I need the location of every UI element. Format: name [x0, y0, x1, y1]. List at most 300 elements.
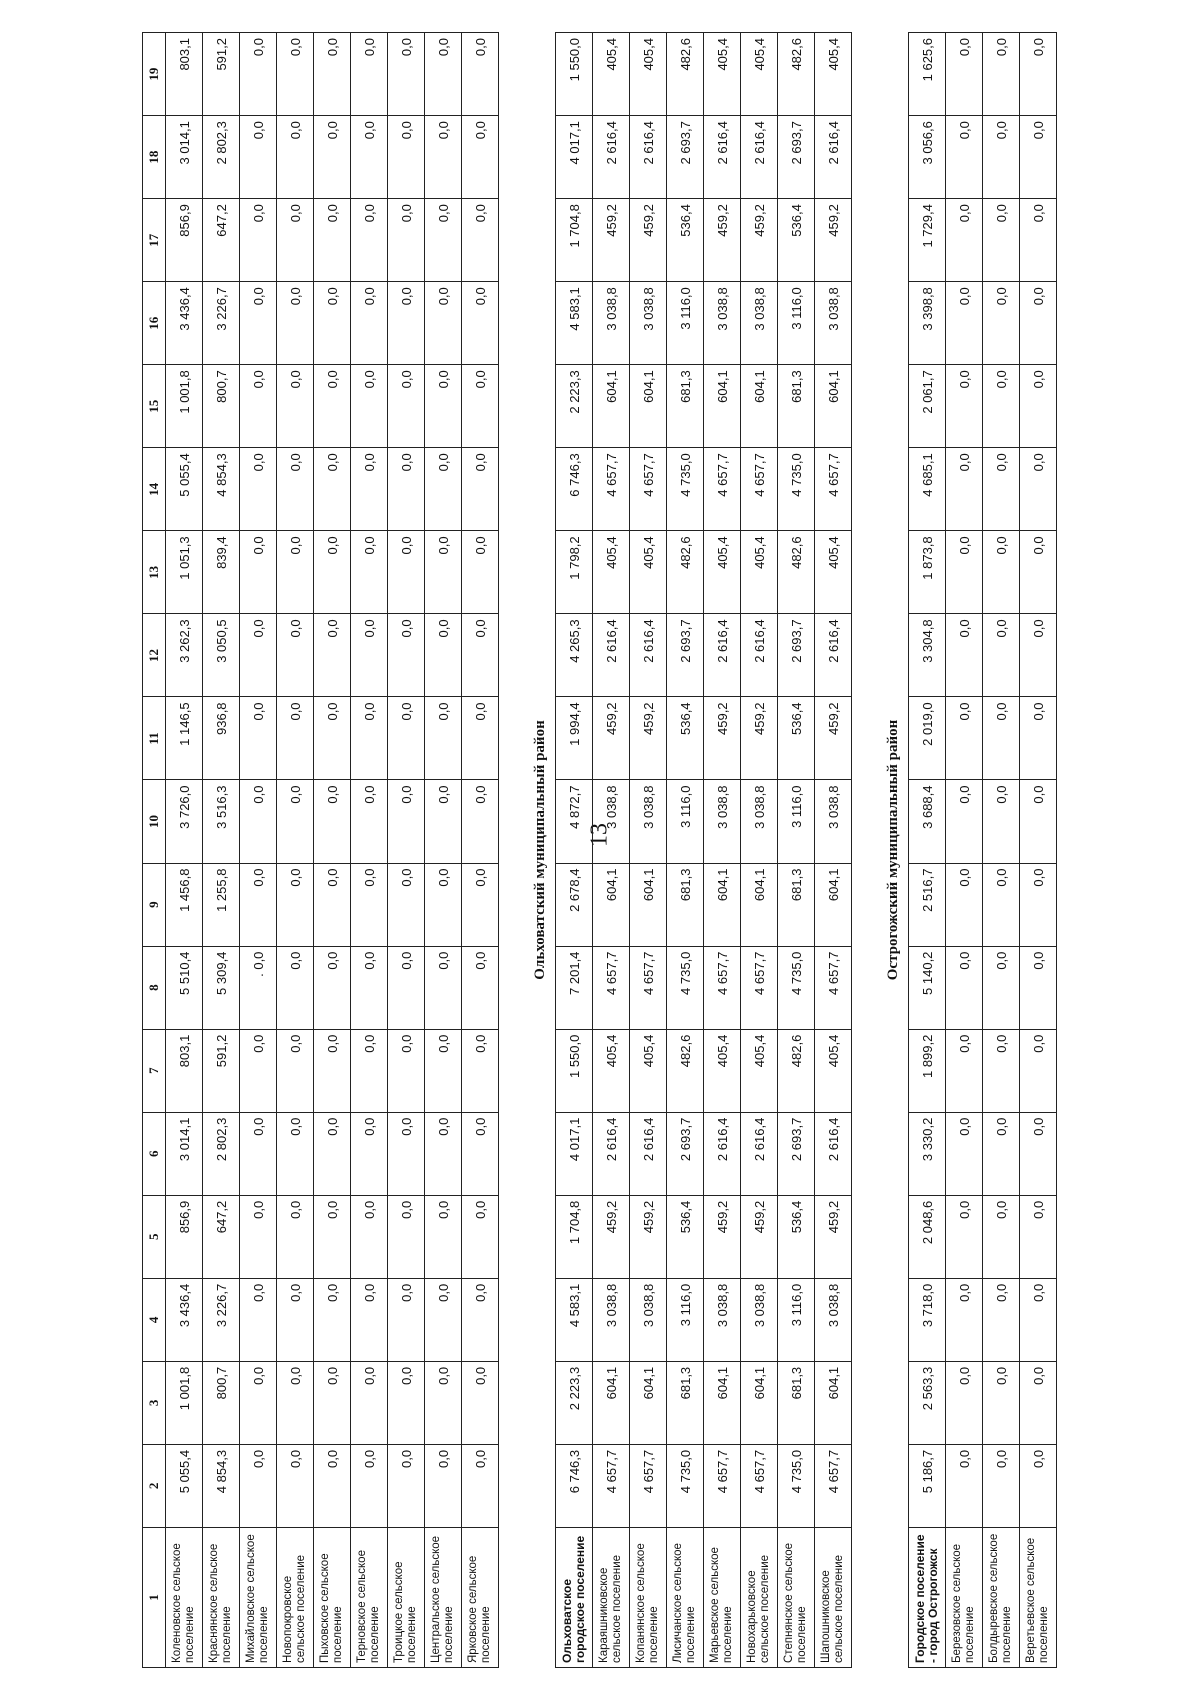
value-cell: 3 116,0 — [667, 282, 704, 365]
value-cell: 536,4 — [667, 1195, 704, 1278]
value-cell: 0,0 — [1020, 365, 1057, 448]
settlement-name: Терновское сельское поселение — [351, 1527, 388, 1667]
value-cell: 6 746,3 — [556, 1444, 593, 1527]
value-cell: 2 019,0 — [909, 697, 946, 780]
value-cell: 0,0 — [277, 199, 314, 282]
value-cell: 3 038,8 — [704, 282, 741, 365]
value-cell: 0,0 — [314, 282, 351, 365]
value-cell: 1 146,5 — [166, 697, 203, 780]
value-cell: 856,9 — [166, 1195, 203, 1278]
value-cell: 0,0 — [240, 365, 277, 448]
table-row — [593, 33, 630, 1668]
value-cell: 405,4 — [704, 33, 741, 116]
value-cell: 5 510,4 — [166, 946, 203, 1029]
value-cell: 604,1 — [815, 1361, 852, 1444]
value-cell: 2 563,3 — [909, 1361, 946, 1444]
table-row — [983, 33, 1020, 1668]
value-cell: 0,0 — [983, 1361, 1020, 1444]
value-cell: 0,0 — [1020, 1444, 1057, 1527]
value-cell: 4 583,1 — [556, 282, 593, 365]
value-cell: 604,1 — [630, 1361, 667, 1444]
table-row — [556, 33, 593, 1668]
value-cell: 0,0 — [314, 1112, 351, 1195]
value-cell: 0,0 — [240, 863, 277, 946]
value-cell: 0,0 — [388, 863, 425, 946]
value-cell: 405,4 — [741, 33, 778, 116]
value-cell: 0,0 — [983, 1029, 1020, 1112]
column-number: 5 — [143, 1195, 166, 1278]
value-cell: 4 657,7 — [741, 1444, 778, 1527]
value-cell: 0,0 — [314, 1361, 351, 1444]
value-cell: 0,0 — [277, 531, 314, 614]
value-cell: 482,6 — [778, 531, 815, 614]
value-cell: 604,1 — [815, 863, 852, 946]
value-cell: 0,0 — [240, 282, 277, 365]
settlement-name: Веретьевское сельское поселение — [1020, 1527, 1057, 1667]
value-cell: 0,0 — [277, 697, 314, 780]
value-cell: 2 802,3 — [203, 116, 240, 199]
value-cell: 0,0 — [983, 33, 1020, 116]
value-cell: 0,0 — [277, 1278, 314, 1361]
value-cell: 536,4 — [778, 1195, 815, 1278]
value-cell: 1 255,8 — [203, 863, 240, 946]
value-cell: 0,0 — [1020, 199, 1057, 282]
value-cell: 3 038,8 — [704, 780, 741, 863]
value-cell: 0,0 — [425, 282, 462, 365]
value-cell: 3 436,4 — [166, 282, 203, 365]
value-cell: 459,2 — [704, 697, 741, 780]
section-gap — [499, 33, 526, 1668]
value-cell: 0,0 — [462, 863, 499, 946]
value-cell: 0,0 — [314, 697, 351, 780]
column-number: 7 — [143, 1029, 166, 1112]
value-cell: 0,0 — [351, 282, 388, 365]
value-cell: 459,2 — [741, 697, 778, 780]
value-cell: 536,4 — [778, 199, 815, 282]
value-cell: 0,0 — [983, 697, 1020, 780]
value-cell: 839,4 — [203, 531, 240, 614]
value-cell: 0,0 — [314, 116, 351, 199]
value-cell: 4 735,0 — [667, 1444, 704, 1527]
value-cell: 0,0 — [314, 1278, 351, 1361]
value-cell: 3 038,8 — [593, 780, 630, 863]
value-cell: 0,0 — [462, 199, 499, 282]
settlement-name: Болдыревское сельское поселение — [983, 1527, 1020, 1667]
value-cell: 1 704,8 — [556, 1195, 593, 1278]
column-number: 3 — [143, 1361, 166, 1444]
value-cell: 604,1 — [704, 863, 741, 946]
value-cell: 0,0 — [351, 1029, 388, 1112]
value-cell: 0,0 — [462, 365, 499, 448]
settlement-name: Краснянское сельское поселение — [203, 1527, 240, 1667]
value-cell: 0,0 — [462, 614, 499, 697]
value-cell: 0,0 — [946, 365, 983, 448]
value-cell: 0,0 — [425, 1361, 462, 1444]
value-cell: 0,0 — [425, 863, 462, 946]
value-cell: 1 001,8 — [166, 365, 203, 448]
table-row — [314, 33, 351, 1668]
value-cell: 0,0 — [946, 199, 983, 282]
value-cell: 0,0 — [277, 116, 314, 199]
value-cell: 0,0 — [388, 946, 425, 1029]
value-cell: 2 802,3 — [203, 1112, 240, 1195]
district-heading: Острогожский муниципальный район — [884, 719, 901, 981]
value-cell: 4 017,1 — [556, 116, 593, 199]
value-cell: 4 854,3 — [203, 448, 240, 531]
rotated-table-page — [142, 32, 1152, 1668]
value-cell: 0,0 — [946, 697, 983, 780]
value-cell: 0,0 — [240, 614, 277, 697]
value-cell: 459,2 — [815, 199, 852, 282]
value-cell: 681,3 — [778, 365, 815, 448]
column-number: 17 — [143, 199, 166, 282]
value-cell: 0,0 — [425, 1112, 462, 1195]
value-cell: 0,0 — [425, 199, 462, 282]
value-cell: 0,0 — [983, 780, 1020, 863]
value-cell: 0,0 — [240, 531, 277, 614]
column-number: 14 — [143, 448, 166, 531]
value-cell: 459,2 — [593, 1195, 630, 1278]
value-cell: 3 262,3 — [166, 614, 203, 697]
value-cell: 3 436,4 — [166, 1278, 203, 1361]
value-cell: 1 899,2 — [909, 1029, 946, 1112]
value-cell: 0,0 — [277, 1029, 314, 1112]
settlement-name: Березовское сельское поселение — [946, 1527, 983, 1667]
value-cell: 0,0 — [351, 946, 388, 1029]
value-cell: 3 038,8 — [741, 282, 778, 365]
value-cell: 1 051,3 — [166, 531, 203, 614]
value-cell: 2 223,3 — [556, 1361, 593, 1444]
value-cell: 5 055,4 — [166, 448, 203, 531]
page-number: 13 — [586, 823, 613, 847]
value-cell: 0,0 — [425, 1444, 462, 1527]
value-cell: 459,2 — [815, 697, 852, 780]
value-cell: 0,0 — [425, 365, 462, 448]
value-cell: 4 735,0 — [778, 946, 815, 1029]
value-cell: 681,3 — [778, 1361, 815, 1444]
value-cell: 604,1 — [704, 1361, 741, 1444]
column-number: 4 — [143, 1278, 166, 1361]
value-cell: 0,0 — [277, 365, 314, 448]
value-cell: 6 746,3 — [556, 448, 593, 531]
value-cell: 0,0 — [946, 946, 983, 1029]
value-cell: 1 550,0 — [556, 1029, 593, 1112]
value-cell: 405,4 — [704, 1029, 741, 1112]
value-cell: 0,0 — [314, 33, 351, 116]
value-cell: 0,0 — [240, 1112, 277, 1195]
value-cell: 0,0 — [983, 531, 1020, 614]
gap-cell — [499, 33, 526, 1668]
value-cell: 800,7 — [203, 365, 240, 448]
value-cell: 0,0 — [1020, 1029, 1057, 1112]
value-cell: 4 735,0 — [778, 448, 815, 531]
value-cell: 0,0 — [240, 1029, 277, 1112]
value-cell: 0,0 — [351, 199, 388, 282]
value-cell: 0,0 — [1020, 282, 1057, 365]
value-cell: 0,0 — [462, 1195, 499, 1278]
value-cell: 4 583,1 — [556, 1278, 593, 1361]
value-cell: 2 693,7 — [778, 1112, 815, 1195]
value-cell: 4 657,7 — [630, 946, 667, 1029]
value-cell: 647,2 — [203, 199, 240, 282]
value-cell: 0,0 — [388, 1444, 425, 1527]
value-cell: 0,0 — [388, 282, 425, 365]
value-cell: 1 873,8 — [909, 531, 946, 614]
value-cell: 0,0 — [946, 531, 983, 614]
value-cell: 0,0 — [314, 946, 351, 1029]
value-cell: 0,0 — [314, 531, 351, 614]
value-cell: 0,0 — [388, 199, 425, 282]
value-cell: 4 265,3 — [556, 614, 593, 697]
value-cell: 3 038,8 — [630, 780, 667, 863]
value-cell: 4 735,0 — [667, 448, 704, 531]
value-cell: 3 014,1 — [166, 1112, 203, 1195]
value-cell: 0,0 — [240, 1195, 277, 1278]
value-cell: 2 223,3 — [556, 365, 593, 448]
value-cell: 0,0 — [388, 1195, 425, 1278]
value-cell: 3 038,8 — [630, 282, 667, 365]
value-cell: 3 304,8 — [909, 614, 946, 697]
value-cell: 4 657,7 — [630, 1444, 667, 1527]
value-cell: 0,0 — [240, 1361, 277, 1444]
value-cell: 3 516,3 — [203, 780, 240, 863]
value-cell: 3 116,0 — [667, 1278, 704, 1361]
value-cell: 3 116,0 — [778, 282, 815, 365]
value-cell: 3 038,8 — [630, 1278, 667, 1361]
value-cell: 0,0 — [314, 1029, 351, 1112]
value-cell: 0,0 — [277, 1112, 314, 1195]
value-cell: 2 616,4 — [630, 116, 667, 199]
column-number: 2 — [143, 1444, 166, 1527]
value-cell: 681,3 — [667, 365, 704, 448]
value-cell: 0,0 — [946, 614, 983, 697]
value-cell: 3 038,8 — [741, 780, 778, 863]
value-cell: 0,0 — [351, 531, 388, 614]
value-cell: 3 726,0 — [166, 780, 203, 863]
value-cell: 0,0 — [314, 780, 351, 863]
value-cell: 591,2 — [203, 1029, 240, 1112]
value-cell: 2 616,4 — [593, 614, 630, 697]
value-cell: 0,0 — [1020, 1278, 1057, 1361]
settlement-name: Шапошниковское сельское поселение — [815, 1527, 852, 1667]
value-cell: 0,0 — [462, 1361, 499, 1444]
value-cell: 0,0 — [240, 199, 277, 282]
value-cell: 0,0 — [946, 863, 983, 946]
value-cell: 856,9 — [166, 199, 203, 282]
value-cell: 0,0 — [983, 863, 1020, 946]
value-cell: 1 456,8 — [166, 863, 203, 946]
table-row — [425, 33, 462, 1668]
value-cell: 0,0 — [351, 365, 388, 448]
value-cell: 0,0 — [462, 282, 499, 365]
value-cell: 0,0 — [351, 33, 388, 116]
column-number: 12 — [143, 614, 166, 697]
value-cell: 3 038,8 — [815, 282, 852, 365]
value-cell: 0,0 — [946, 1361, 983, 1444]
value-cell: 405,4 — [741, 531, 778, 614]
value-cell: 482,6 — [667, 531, 704, 614]
value-cell: 3 116,0 — [667, 780, 704, 863]
value-cell: 2 616,4 — [741, 116, 778, 199]
district-heading-row — [525, 33, 556, 1668]
settlement-name: Ольховатское городское поселение — [556, 1527, 593, 1667]
value-cell: 4 657,7 — [704, 946, 741, 1029]
value-cell: 0,0 — [277, 1444, 314, 1527]
table-row — [166, 33, 203, 1668]
value-cell: 0,0 — [983, 614, 1020, 697]
value-cell: 2 616,4 — [741, 1112, 778, 1195]
value-cell: 4 735,0 — [667, 946, 704, 1029]
value-cell: 0,0 — [462, 33, 499, 116]
value-cell: 0,0 — [314, 1195, 351, 1278]
table-row — [946, 33, 983, 1668]
table-row — [741, 33, 778, 1668]
table-row — [240, 33, 277, 1668]
value-cell: 0,0 — [1020, 946, 1057, 1029]
value-cell: 4 657,7 — [593, 946, 630, 1029]
value-cell: 604,1 — [741, 1361, 778, 1444]
value-cell: 0,0 — [983, 1112, 1020, 1195]
value-cell: 536,4 — [667, 199, 704, 282]
value-cell: 2 693,7 — [778, 116, 815, 199]
value-cell: 3 038,8 — [593, 282, 630, 365]
value-cell: 0,0 — [388, 780, 425, 863]
value-cell: 0,0 — [946, 1444, 983, 1527]
value-cell: 604,1 — [630, 365, 667, 448]
value-cell: 2 693,7 — [778, 614, 815, 697]
value-cell: 0,0 — [1020, 863, 1057, 946]
gap-cell — [852, 33, 879, 1668]
value-cell: 0,0 — [462, 1444, 499, 1527]
settlement-name: Марьевское сельское поселение — [704, 1527, 741, 1667]
value-cell: 4 854,3 — [203, 1444, 240, 1527]
value-cell: 7 201,4 — [556, 946, 593, 1029]
value-cell: 0,0 — [946, 1112, 983, 1195]
value-cell: 536,4 — [667, 697, 704, 780]
column-number: 13 — [143, 531, 166, 614]
value-cell: 2 616,4 — [630, 614, 667, 697]
value-cell: 0,0 — [946, 33, 983, 116]
value-cell: 2 616,4 — [741, 614, 778, 697]
value-cell: 0,0 — [240, 116, 277, 199]
value-cell: 0,0 — [388, 614, 425, 697]
value-cell: 0,0 — [277, 863, 314, 946]
value-cell: 591,2 — [203, 33, 240, 116]
value-cell: 0,0 — [946, 282, 983, 365]
value-cell: 0,0 — [946, 448, 983, 531]
value-cell: 0,0 — [314, 1444, 351, 1527]
value-cell: 0,0 — [351, 1444, 388, 1527]
value-cell: 536,4 — [778, 697, 815, 780]
value-cell: 0,0 — [1020, 614, 1057, 697]
column-number: 1 — [143, 1527, 166, 1667]
table-row — [909, 33, 946, 1668]
value-cell: 0,0 — [314, 614, 351, 697]
value-cell: 0,0 — [425, 33, 462, 116]
value-cell: 0,0 — [388, 1112, 425, 1195]
value-cell: 1 994,4 — [556, 697, 593, 780]
value-cell: 3 014,1 — [166, 116, 203, 199]
value-cell: 604,1 — [741, 863, 778, 946]
value-cell: 0,0 — [240, 780, 277, 863]
settlement-name: Копанянское сельское поселение — [630, 1527, 667, 1667]
value-cell: 459,2 — [741, 199, 778, 282]
value-cell: 681,3 — [667, 863, 704, 946]
table-row — [351, 33, 388, 1668]
settlement-name: Ярковское сельское поселение — [462, 1527, 499, 1667]
value-cell: 2 693,7 — [667, 614, 704, 697]
value-cell: 405,4 — [630, 1029, 667, 1112]
value-cell: 0,0 — [351, 697, 388, 780]
value-cell: 936,8 — [203, 697, 240, 780]
column-number: 19 — [143, 33, 166, 116]
value-cell: 0,0 — [462, 697, 499, 780]
value-cell: 0,0 — [351, 1195, 388, 1278]
settlement-name: Лисичанское сельское поселение — [667, 1527, 704, 1667]
value-cell: 0,0 — [983, 116, 1020, 199]
value-cell: 604,1 — [593, 1361, 630, 1444]
value-cell: 3 398,8 — [909, 282, 946, 365]
value-cell: 0,0 — [240, 697, 277, 780]
budget-table — [142, 32, 1057, 1668]
value-cell: 3 718,0 — [909, 1278, 946, 1361]
value-cell: 2 693,7 — [667, 1112, 704, 1195]
value-cell: 4 657,7 — [815, 1444, 852, 1527]
value-cell: 0,0 — [983, 282, 1020, 365]
value-cell: 2 616,4 — [704, 1112, 741, 1195]
value-cell: . 0,0 — [240, 946, 277, 1029]
settlement-name: Михайловское сельское поселение — [240, 1527, 277, 1667]
value-cell: 681,3 — [667, 1361, 704, 1444]
value-cell: 4 657,7 — [815, 946, 852, 1029]
value-cell: 0,0 — [1020, 1195, 1057, 1278]
value-cell: 4 872,7 — [556, 780, 593, 863]
column-number: 16 — [143, 282, 166, 365]
value-cell: 0,0 — [1020, 1361, 1057, 1444]
table-row — [462, 33, 499, 1668]
district-heading: Ольховатский муниципальный район — [531, 720, 548, 980]
value-cell: 1 550,0 — [556, 33, 593, 116]
value-cell: 4 657,7 — [741, 946, 778, 1029]
value-cell: 0,0 — [240, 33, 277, 116]
value-cell: 0,0 — [314, 448, 351, 531]
value-cell: 0,0 — [351, 448, 388, 531]
table-row — [630, 33, 667, 1668]
value-cell: 0,0 — [314, 365, 351, 448]
value-cell: 459,2 — [593, 697, 630, 780]
value-cell: 2 678,4 — [556, 863, 593, 946]
value-cell: 4 657,7 — [630, 448, 667, 531]
value-cell: 459,2 — [815, 1195, 852, 1278]
value-cell: 4 657,7 — [593, 448, 630, 531]
value-cell: 0,0 — [946, 116, 983, 199]
value-cell: 405,4 — [593, 531, 630, 614]
value-cell: 0,0 — [425, 531, 462, 614]
value-cell: 0,0 — [351, 614, 388, 697]
value-cell: 800,7 — [203, 1361, 240, 1444]
settlement-name: Центральское сельское поселение — [425, 1527, 462, 1667]
value-cell: 0,0 — [983, 1195, 1020, 1278]
value-cell: 459,2 — [704, 1195, 741, 1278]
value-cell: 0,0 — [425, 614, 462, 697]
value-cell: 3 226,7 — [203, 1278, 240, 1361]
value-cell: 459,2 — [741, 1195, 778, 1278]
settlement-name: Новохарьковское сельское поселение — [741, 1527, 778, 1667]
value-cell: 3 050,5 — [203, 614, 240, 697]
value-cell: 405,4 — [630, 33, 667, 116]
value-cell: 0,0 — [351, 1361, 388, 1444]
value-cell: 5 309,4 — [203, 946, 240, 1029]
